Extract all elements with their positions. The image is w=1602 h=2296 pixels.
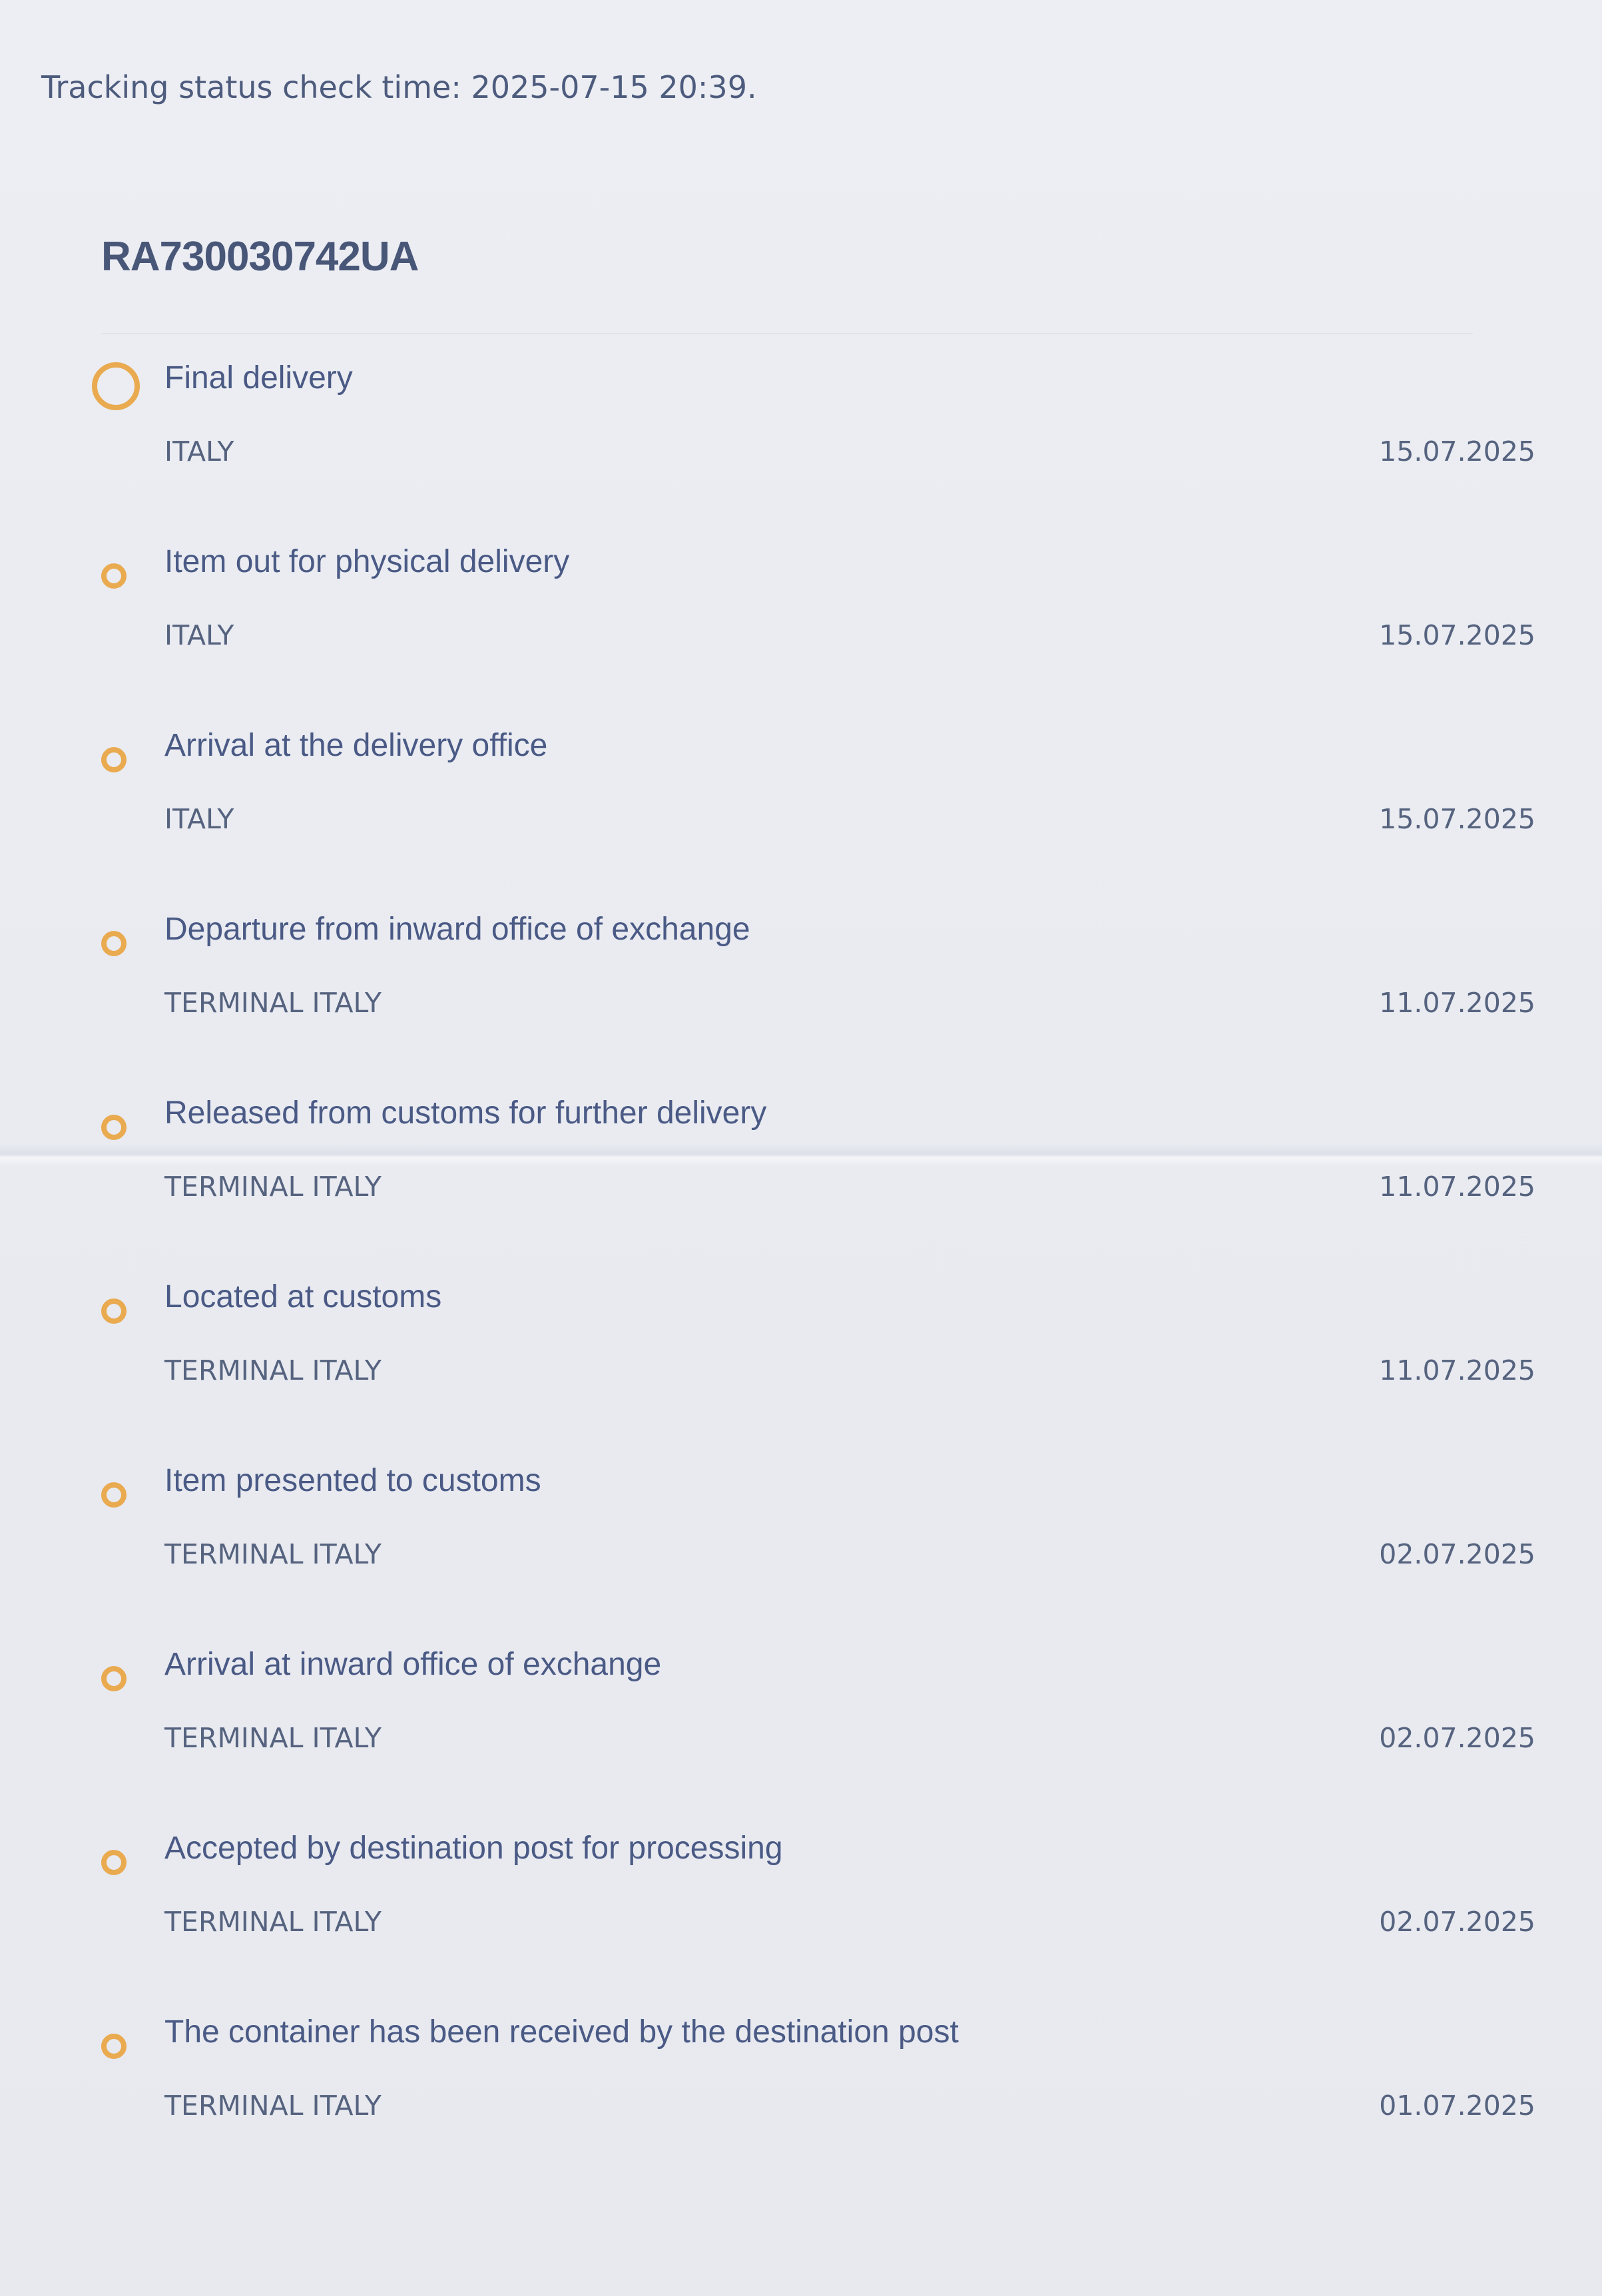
- event-date: 15.07.2025: [1379, 803, 1535, 835]
- event-location: TERMINAL ITALY: [164, 1354, 382, 1386]
- event-title: Departure from inward office of exchange: [164, 912, 750, 947]
- tracking-event: [0, 1095, 1602, 1279]
- event-title: Final delivery: [164, 360, 353, 396]
- event-location: TERMINAL ITALY: [164, 1171, 382, 1203]
- event-location: ITALY: [164, 435, 234, 467]
- header-divider: [101, 333, 1473, 334]
- tracking-event: [0, 911, 1602, 1095]
- tracking-event: [0, 1830, 1602, 2014]
- event-location: ITALY: [164, 619, 234, 651]
- event-date: 02.07.2025: [1379, 1538, 1535, 1570]
- status-circle-icon: [101, 1115, 127, 1140]
- tracking-event: [0, 360, 1602, 543]
- event-location: TERMINAL ITALY: [164, 987, 382, 1019]
- event-location: TERMINAL ITALY: [164, 1722, 382, 1754]
- status-circle-icon: [101, 1298, 127, 1324]
- event-title: Item out for physical delivery: [164, 544, 570, 579]
- tracking-event: [0, 1462, 1602, 1646]
- event-date: 01.07.2025: [1379, 2090, 1535, 2122]
- status-circle-icon: [101, 1666, 127, 1691]
- tracking-events-list: [0, 360, 1602, 2197]
- event-date: 02.07.2025: [1379, 1906, 1535, 1938]
- status-circle-icon: [101, 2034, 127, 2059]
- status-circle-icon: [101, 931, 127, 956]
- event-title: Released from customs for further delivery: [164, 1095, 767, 1131]
- event-date: 11.07.2025: [1379, 1171, 1535, 1203]
- status-circle-icon: [101, 563, 127, 589]
- event-title: Accepted by destination post for processing: [164, 1831, 783, 1866]
- event-date: 11.07.2025: [1379, 1354, 1535, 1386]
- tracking-event: [0, 543, 1602, 727]
- event-date: 15.07.2025: [1379, 619, 1535, 651]
- event-title: Located at customs: [164, 1279, 442, 1314]
- tracking-number: RA730030742UA: [101, 234, 419, 280]
- event-date: 02.07.2025: [1379, 1722, 1535, 1754]
- event-title: Item presented to customs: [164, 1463, 541, 1498]
- event-title: Arrival at inward office of exchange: [164, 1647, 662, 1682]
- status-circle-icon: [101, 1482, 127, 1508]
- event-location: TERMINAL ITALY: [164, 2090, 382, 2122]
- event-location: TERMINAL ITALY: [164, 1906, 382, 1938]
- check-time-text: Tracking status check time: 2025-07-15 20:39.: [41, 69, 757, 105]
- tracking-event: [0, 1279, 1602, 1462]
- current-status-circle-icon: [92, 362, 140, 410]
- status-circle-icon: [101, 1850, 127, 1875]
- tracking-event: [0, 727, 1602, 911]
- event-date: 15.07.2025: [1379, 435, 1535, 467]
- event-location: ITALY: [164, 803, 234, 835]
- event-title: The container has been received by the destination post: [164, 2014, 959, 2050]
- status-circle-icon: [101, 747, 127, 772]
- tracking-event: [0, 1646, 1602, 1830]
- event-location: TERMINAL ITALY: [164, 1538, 382, 1570]
- event-title: Arrival at the delivery office: [164, 728, 548, 763]
- tracking-event: [0, 2014, 1602, 2197]
- event-date: 11.07.2025: [1379, 987, 1535, 1019]
